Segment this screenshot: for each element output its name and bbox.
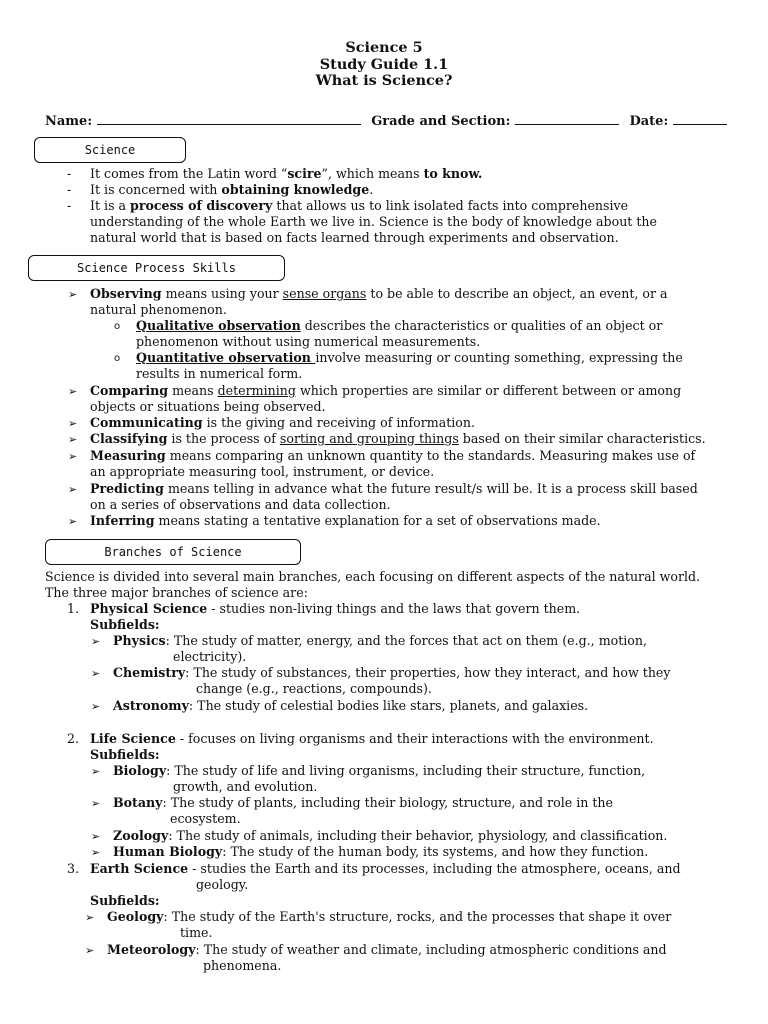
text: : The study of animals, including their behavior, physiology, and classification. — [168, 828, 668, 843]
skill-comparing — [90, 383, 681, 399]
text: - studies non-living things and the laws that govern them. — [207, 601, 581, 616]
guide-title: Study Guide 1.1 — [319, 55, 449, 73]
branches-intro-line2: The three major branches of science are: — [45, 585, 308, 600]
text: : The study of substances, their properties, how they interact, and how they — [185, 665, 671, 680]
arrow-bullet-icon: ➢ — [91, 830, 101, 843]
underlined-sorting-grouping: sorting and grouping things — [279, 431, 459, 446]
subfields-label: Subfields: — [90, 617, 160, 632]
subfield-botany-line2: ecosystem. — [170, 811, 241, 826]
term-quantitative-observation: Quantitative observation — [136, 350, 316, 365]
text: - studies the Earth and its processes, including the atmosphere, oceans, and — [188, 861, 681, 876]
skill-predicting-line2: on a series of observations and data collection. — [90, 497, 391, 512]
list-number: 2. — [67, 731, 80, 746]
term-zoology: Zoology — [113, 828, 169, 843]
term-life-science: Life Science — [90, 731, 176, 746]
subfield-meteorology-line2: phenomena. — [203, 958, 282, 973]
term-scire: scire — [287, 166, 322, 181]
text: : The study of matter, energy, and the forces that act on them (e.g., motion, — [165, 633, 647, 648]
term-physical-science: Physical Science — [90, 601, 208, 616]
text: which properties are similar or different between or among — [295, 383, 682, 398]
subfield-human-biology — [113, 844, 648, 860]
skill-qualitative-line2: phenomenon without using numerical measurements. — [136, 334, 481, 349]
term-inferring: Inferring — [90, 513, 155, 528]
arrow-bullet-icon: ➢ — [91, 667, 101, 680]
circle-bullet-icon: o — [114, 353, 121, 364]
term-chemistry: Chemistry — [113, 665, 186, 680]
term-human-biology: Human Biology — [113, 844, 223, 859]
text: : The study of the Earth's structure, rocks, and the processes that shape it over — [163, 909, 672, 924]
term-geology: Geology — [107, 909, 164, 924]
grade-label: Grade and Section: — [371, 114, 511, 129]
text: means telling in advance what the future result/s will be. It is a process skill based — [163, 481, 698, 496]
skill-communicating — [90, 415, 475, 431]
list-number: 1. — [67, 601, 80, 616]
term-comparing: Comparing — [90, 383, 169, 398]
text: ”, which means — [321, 166, 424, 181]
term-observing: Observing — [90, 286, 162, 301]
document-header — [0, 40, 768, 90]
arrow-bullet-icon: ➢ — [91, 797, 101, 810]
term-physics: Physics — [113, 633, 166, 648]
skill-measuring-line2: an appropriate measuring tool, instrument, or device. — [90, 464, 435, 479]
skill-comparing-line2: objects or situations being observed. — [90, 399, 326, 414]
skill-quantitative — [136, 350, 683, 366]
dash-marker: - — [67, 166, 72, 181]
text: that allows us to link isolated facts into comprehensive — [272, 198, 629, 213]
term-meteorology: Meteorology — [107, 942, 196, 957]
text: : The study of the human body, its systems, and how they function. — [222, 844, 649, 859]
arrow-bullet-icon: ➢ — [85, 944, 95, 957]
text: - focuses on living organisms and their interactions with the environment. — [175, 731, 654, 746]
term-classifying: Classifying — [90, 431, 168, 446]
term-biology: Biology — [113, 763, 167, 778]
arrow-bullet-icon: ➢ — [85, 911, 95, 924]
science-point-3-line2: understanding of the whole Earth we live in. Science is the body of knowledge about the — [90, 214, 657, 229]
subfields-label: Subfields: — [90, 747, 160, 762]
arrow-bullet-icon: ➢ — [68, 450, 78, 463]
term-process-of-discovery: process of discovery — [130, 198, 273, 213]
date-label: Date: — [629, 114, 669, 129]
text: based on their similar characteristics. — [458, 431, 706, 446]
branch-earth-science — [90, 861, 681, 877]
term-astronomy: Astronomy — [113, 698, 189, 713]
arrow-bullet-icon: ➢ — [91, 635, 101, 648]
text: involve measuring or counting something, expressing the — [315, 350, 683, 365]
term-communicating: Communicating — [90, 415, 203, 430]
student-info-row — [45, 113, 725, 130]
underlined-determining: determining — [217, 383, 296, 398]
arrow-bullet-icon: ➢ — [68, 433, 78, 446]
arrow-bullet-icon: ➢ — [91, 765, 101, 778]
date-field[interactable] — [673, 113, 727, 125]
list-number: 3. — [67, 861, 80, 876]
text: It is a — [90, 198, 131, 213]
circle-bullet-icon: o — [114, 321, 121, 332]
section-heading-branches: Branches of Science — [45, 539, 301, 565]
subfield-astronomy — [113, 698, 588, 714]
text: is the giving and receiving of information. — [202, 415, 476, 430]
text: describes the characteristics or qualities of an object or — [300, 318, 663, 333]
skill-observing — [90, 286, 668, 302]
arrow-bullet-icon: ➢ — [68, 385, 78, 398]
skill-quantitative-line2: results in numerical form. — [136, 366, 303, 381]
section-heading-process-skills: Science Process Skills — [28, 255, 285, 281]
term-obtaining-knowledge: obtaining knowledge — [221, 182, 370, 197]
name-label: Name: — [45, 114, 93, 129]
subfield-botany — [113, 795, 613, 811]
section-heading-science: Science — [34, 137, 186, 163]
branch-physical-science — [90, 601, 580, 617]
branch-life-science — [90, 731, 654, 747]
branch-earth-science-line2: geology. — [196, 877, 249, 892]
name-field[interactable] — [97, 113, 361, 125]
text: means — [168, 383, 218, 398]
arrow-bullet-icon: ➢ — [68, 288, 78, 301]
grade-field[interactable] — [515, 113, 619, 125]
text: It is concerned with — [90, 182, 222, 197]
term-botany: Botany — [113, 795, 163, 810]
arrow-bullet-icon: ➢ — [68, 417, 78, 430]
subfield-geology-line2: time. — [180, 925, 213, 940]
text: It comes from the Latin word “ — [90, 166, 288, 181]
subject-title: Science 5 — [345, 39, 423, 56]
dash-marker: - — [67, 198, 72, 213]
subfield-meteorology — [107, 942, 667, 958]
subfield-physics-line2: electricity). — [173, 649, 247, 664]
text: to be able to describe an object, an event, or a — [366, 286, 668, 301]
text: : The study of plants, including their biology, structure, and role in the — [162, 795, 613, 810]
subfield-chemistry-line2: change (e.g., reactions, compounds). — [196, 681, 432, 696]
branches-intro-line1: Science is divided into several main branches, each focusing on different aspects of the natural world. — [45, 569, 701, 584]
text: means stating a tentative explanation for a set of observations made. — [154, 513, 601, 528]
lesson-title: What is Science? — [315, 72, 453, 89]
subfield-chemistry — [113, 665, 671, 681]
subfield-geology — [107, 909, 671, 925]
underlined-sense-organs: sense organs — [282, 286, 367, 301]
text: : The study of life and living organisms, including their structure, function, — [166, 763, 646, 778]
dash-marker: - — [67, 182, 72, 197]
skill-observing-line2: natural phenomenon. — [90, 302, 227, 317]
science-point-3-line3: natural world that is based on facts learned through experiments and observation. — [90, 230, 619, 245]
subfield-physics — [113, 633, 647, 649]
term-to-know: to know. — [423, 166, 483, 181]
text: . — [369, 182, 374, 197]
skill-inferring — [90, 513, 601, 529]
arrow-bullet-icon: ➢ — [91, 846, 101, 859]
subfield-biology — [113, 763, 645, 779]
skill-measuring — [90, 448, 695, 464]
skill-qualitative — [136, 318, 662, 334]
text: means comparing an unknown quantity to the standards. Measuring makes use of — [165, 448, 696, 463]
text: : The study of celestial bodies like stars, planets, and galaxies. — [188, 698, 589, 713]
term-measuring: Measuring — [90, 448, 166, 463]
subfield-biology-line2: growth, and evolution. — [173, 779, 318, 794]
arrow-bullet-icon: ➢ — [68, 515, 78, 528]
term-earth-science: Earth Science — [90, 861, 189, 876]
skill-predicting — [90, 481, 698, 497]
text: means using your — [161, 286, 283, 301]
text: : The study of weather and climate, including atmospheric conditions and — [195, 942, 667, 957]
term-qualitative-observation: Qualitative observation — [136, 318, 301, 333]
arrow-bullet-icon: ➢ — [91, 700, 101, 713]
subfields-label: Subfields: — [90, 893, 160, 908]
subfield-zoology — [113, 828, 667, 844]
term-predicting: Predicting — [90, 481, 164, 496]
text: is the process of — [167, 431, 280, 446]
arrow-bullet-icon: ➢ — [68, 483, 78, 496]
skill-classifying — [90, 431, 706, 447]
